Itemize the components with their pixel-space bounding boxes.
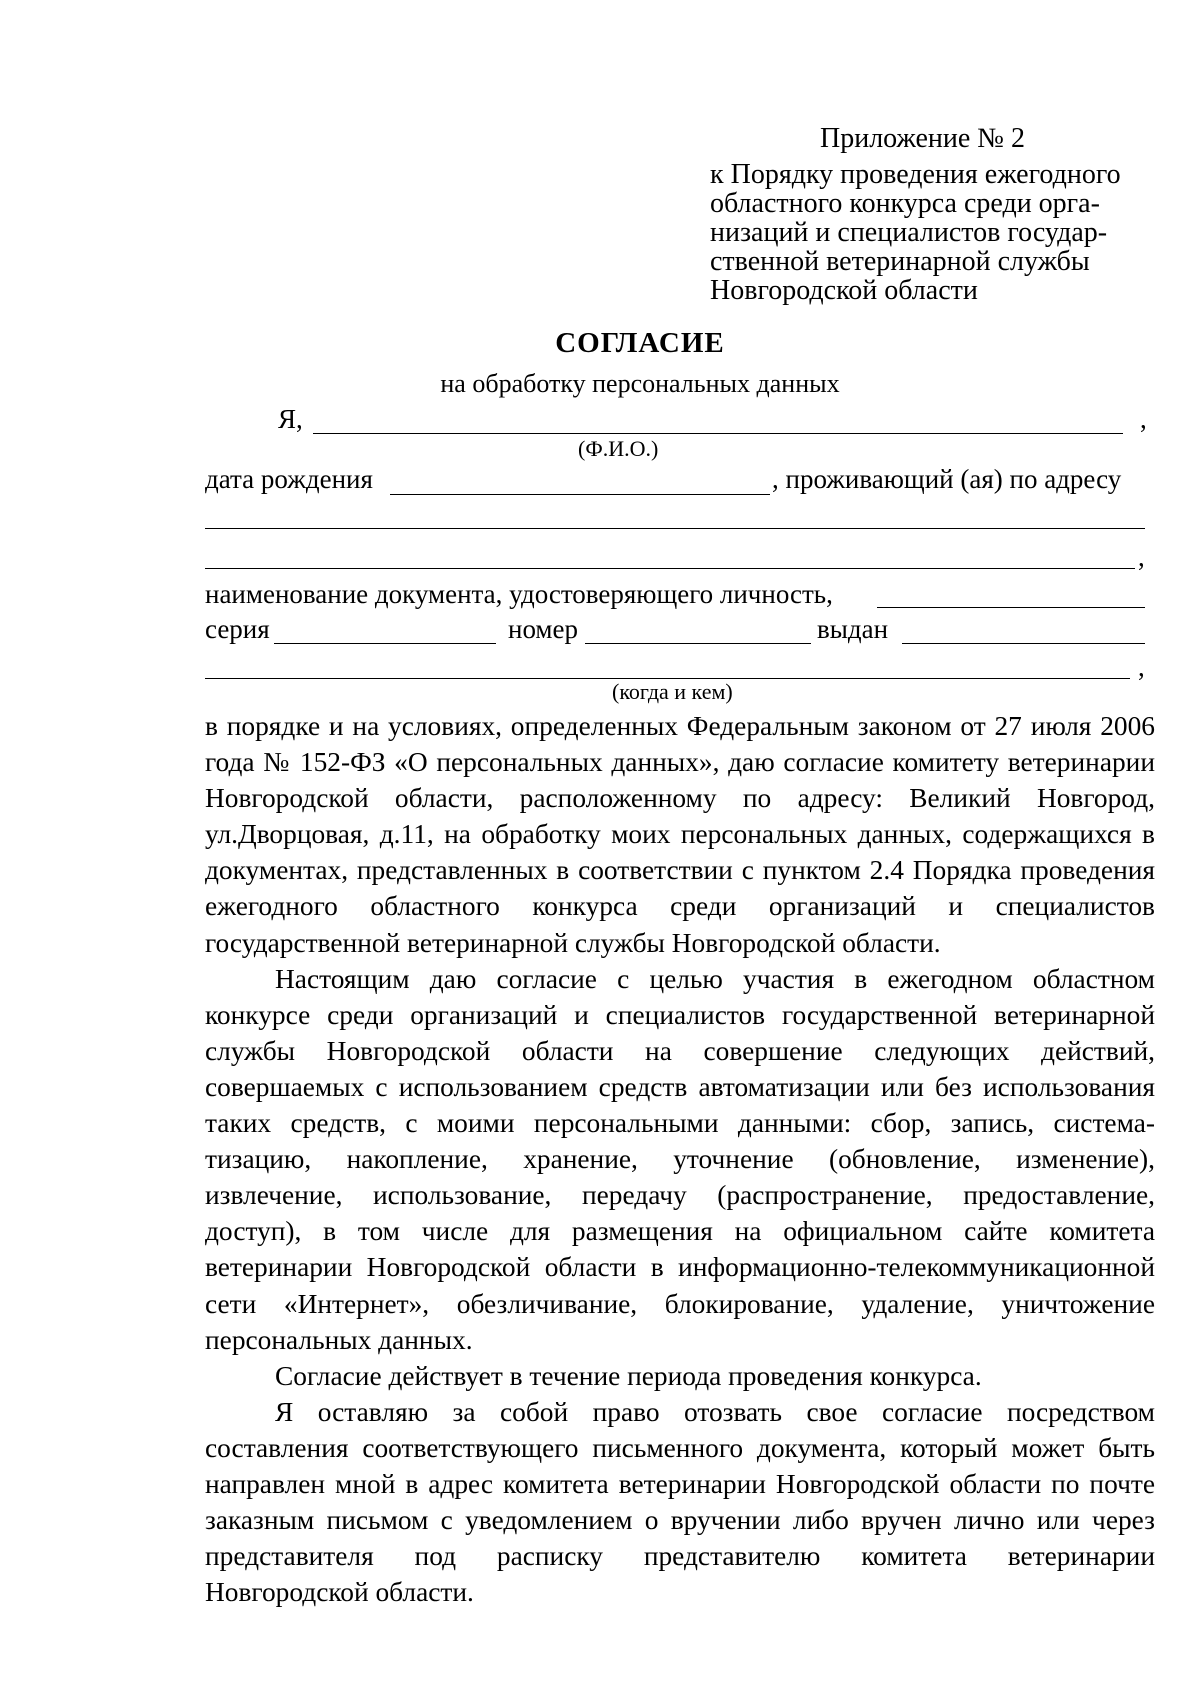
- document-type-field[interactable]: [877, 607, 1145, 608]
- paragraph-withdrawal: Я оставляю за собой право отозвать свое согласие посредством составления соответствующего письменного документа, который может быть направлен мной в адрес комитета ветеринарии Новгородской области по почте заказным письмом с уведомлением о вручении либо вручен лично или через представителя под расписку представителю комитета ветеринарии Новгородской области.: [205, 1396, 1155, 1608]
- number-label: номер: [508, 614, 579, 644]
- appendix-number: Приложение № 2: [820, 123, 1025, 154]
- issued-comma: ,: [1138, 652, 1145, 682]
- appendix-line: областного конкурса среди орга-: [710, 188, 1100, 219]
- paragraph-validity: Согласие действует в течение периода проведения конкурса.: [275, 1360, 982, 1391]
- series-label: серия: [205, 614, 270, 644]
- appendix-line: Новгородской области: [710, 275, 978, 306]
- document-title: СОГЛАСИЕ: [555, 327, 725, 359]
- appendix-line: низаций и специалистов государ-: [710, 217, 1108, 248]
- issued-caption: (когда и кем): [612, 679, 733, 704]
- series-field[interactable]: [274, 643, 496, 644]
- document-type-label: наименование документа, удостоверяющего личность,: [205, 579, 833, 609]
- fio-comma: ,: [1140, 404, 1147, 434]
- appendix-line: ственной ветеринарной службы: [710, 246, 1090, 277]
- paragraph-legal-basis: в порядке и на условиях, определенных Федеральным законом от 27 июля 2006 года № 152-ФЗ «О персональных данных», даю согласие комитету ветеринарии Новгородской области, расположенному по адресу: Великий Новгород, ул.Дворцовая, д.11, на обработку моих персональных данных, содержащихся в документах, представленных в соответствии с пунктом 2.4 Порядка проведения ежегодного областного конкурса среди организаций и специалистов государственной ветеринарной службы Новгородской области.: [205, 711, 1155, 958]
- number-field[interactable]: [585, 643, 811, 644]
- birth-date-label: дата рождения: [205, 464, 373, 494]
- issued-label: выдан: [817, 614, 889, 644]
- paragraph-actions: Настоящим даю согласие с целью участия в ежегодном областном конкурсе среди организаций и специалистов государственной ветеринарной службы Новгородской области на совершение следующих действий, совершаемых с использованием средств автоматизации или без использования таких средств, с моими персональными данными: сбор, запись, система-тизацию, накопление, хранение, уточнение (обновление, изменение), извлечение, использование, передачу (распространение, предоставление, доступ), в том числе для размещения на официальном сайте комитета ветеринарии Новгородской области в информационно-телекоммуникационной сети «Интернет», обезличивание, блокирование, удаление, уничтожение персональных данных.: [205, 963, 1155, 1355]
- address-field-line[interactable]: [205, 528, 1145, 529]
- document-subtitle: на обработку персональных данных: [440, 369, 840, 398]
- i-label: Я,: [278, 404, 303, 434]
- appendix-line: к Порядку проведения ежегодного: [710, 159, 1121, 190]
- fio-field[interactable]: [313, 433, 1123, 434]
- fio-caption: (Ф.И.О.): [578, 436, 659, 461]
- birth-date-field[interactable]: [390, 494, 770, 495]
- address-field-line[interactable]: [205, 568, 1135, 569]
- consent-body: [205, 708, 1155, 1610]
- appendix-reference: [710, 160, 1150, 305]
- issued-field[interactable]: [902, 643, 1145, 644]
- address-comma: ,: [1138, 542, 1145, 572]
- address-label: , проживающий (ая) по адресу: [772, 464, 1122, 494]
